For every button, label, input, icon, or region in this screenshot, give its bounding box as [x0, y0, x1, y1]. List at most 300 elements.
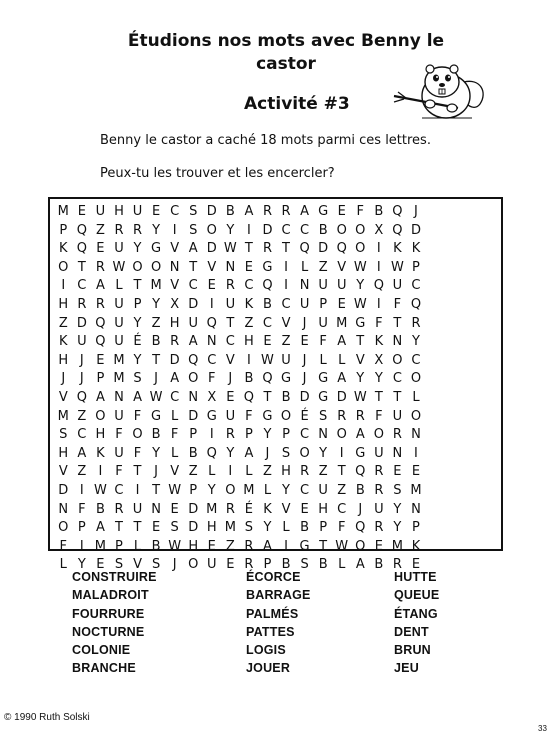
copyright-notice: © 1990 Ruth Solski: [4, 712, 90, 723]
grid-letter: C: [392, 371, 402, 387]
grid-letter: D: [318, 241, 329, 257]
grid-letter: I: [246, 222, 251, 238]
grid-letter: Z: [225, 538, 235, 554]
grid-letter: C: [77, 278, 87, 294]
grid-letter: J: [414, 204, 418, 219]
grid-letter: S: [151, 557, 161, 573]
grid-letter: C: [170, 389, 180, 405]
grid-letter: R: [392, 427, 402, 443]
grid-letter: A: [244, 204, 254, 219]
grid-letter: U: [299, 296, 310, 312]
word-item: LOGIS: [246, 643, 286, 658]
grid-letter: O: [410, 408, 422, 424]
grid-letter: U: [392, 408, 403, 424]
grid-letter: N: [169, 259, 180, 275]
grid-letter: T: [114, 520, 123, 536]
grid-letter: B: [95, 501, 105, 517]
grid-letter: N: [151, 501, 161, 517]
grid-row: [54, 259, 425, 278]
grid-letter: E: [96, 241, 105, 257]
grid-letter: H: [169, 315, 180, 331]
grid-letter: E: [300, 334, 309, 350]
grid-letter: C: [244, 278, 254, 294]
grid-letter: P: [189, 482, 198, 498]
grid-letter: R: [374, 482, 384, 498]
grid-letter: P: [189, 427, 198, 443]
word-item: BARRAGE: [246, 588, 311, 603]
grid-letter: A: [133, 389, 142, 405]
grid-letter: H: [206, 520, 217, 536]
grid-letter: Z: [244, 315, 254, 331]
grid-letter: O: [373, 427, 384, 443]
grid-letter: Y: [152, 222, 161, 238]
grid-letter: O: [58, 520, 69, 536]
grid-letter: U: [207, 557, 217, 573]
grid-letter: M: [57, 408, 69, 424]
grid-letter: B: [281, 557, 291, 573]
grid-letter: Q: [410, 296, 422, 312]
grid-letter: E: [226, 557, 235, 573]
grid-letter: J: [302, 352, 307, 368]
grid-letter: C: [262, 315, 272, 331]
grid-letter: L: [59, 557, 67, 573]
grid-letter: Q: [76, 222, 87, 238]
grid-letter: P: [59, 222, 68, 238]
grid-letter: Q: [336, 241, 347, 257]
grid-row: [54, 389, 425, 408]
grid-letter: Z: [337, 482, 347, 498]
grid-row: [54, 519, 425, 538]
grid-letter: K: [263, 501, 272, 517]
grid-letter: N: [318, 427, 329, 443]
grid-letter: É: [244, 501, 254, 517]
grid-letter: O: [355, 538, 366, 554]
grid-letter: R: [262, 204, 272, 219]
instruction-hidden-words: Benny le castor a caché 18 mots parmi ces lettres.: [100, 133, 431, 148]
grid-letter: G: [280, 371, 292, 387]
word-item: FOURRURE: [72, 606, 145, 621]
grid-letter: O: [336, 222, 347, 238]
grid-letter: É: [300, 408, 309, 424]
grid-letter: R: [225, 427, 235, 443]
grid-letter: E: [226, 389, 235, 405]
beaver-illustration: [392, 52, 488, 128]
grid-letter: K: [411, 241, 421, 257]
grid-letter: T: [319, 538, 328, 554]
grid-letter: N: [114, 389, 124, 405]
word-column-2: [246, 568, 394, 678]
grid-letter: Y: [356, 278, 365, 294]
grid-row: [54, 445, 425, 464]
grid-letter: Y: [263, 520, 272, 536]
grid-letter: J: [154, 371, 159, 387]
grid-letter: Y: [393, 520, 402, 536]
grid-letter: Y: [282, 482, 290, 498]
grid-letter: V: [170, 464, 180, 480]
grid-letter: D: [76, 315, 87, 331]
word-item: BRANCHE: [72, 661, 136, 676]
grid-letter: D: [188, 408, 199, 424]
grid-letter: F: [356, 204, 365, 219]
grid-letter: K: [96, 445, 105, 461]
grid-letter: L: [319, 352, 327, 368]
grid-letter: O: [188, 371, 199, 387]
grid-letter: I: [79, 482, 84, 498]
grid-letter: Q: [206, 445, 217, 461]
grid-letter: C: [207, 352, 217, 368]
word-column-1: [72, 568, 246, 678]
grid-letter: M: [336, 315, 348, 331]
grid-letter: A: [244, 445, 254, 461]
grid-letter: Q: [392, 222, 403, 238]
grid-letter: P: [319, 520, 328, 536]
grid-letter: U: [318, 315, 328, 331]
grid-letter: Z: [151, 315, 161, 331]
grid-letter: B: [263, 296, 272, 312]
grid-letter: I: [135, 482, 140, 498]
grid-letter: I: [61, 278, 66, 294]
grid-letter: R: [95, 259, 105, 275]
grid-letter: D: [58, 482, 69, 498]
grid-letter: O: [132, 259, 143, 275]
grid-letter: C: [300, 482, 310, 498]
grid-letter: R: [262, 241, 272, 257]
grid-letter: W: [112, 259, 126, 275]
word-item: MALADROIT: [72, 588, 149, 603]
grid-letter: Y: [263, 427, 272, 443]
grid-letter: U: [392, 278, 403, 294]
grid-letter: Y: [374, 371, 383, 387]
grid-letter: C: [188, 278, 198, 294]
grid-letter: X: [207, 389, 217, 405]
grid-letter: O: [410, 371, 422, 387]
grid-letter: B: [151, 334, 161, 350]
grid-letter: C: [225, 334, 235, 350]
grid-letter: Q: [188, 352, 199, 368]
grid-letter: C: [77, 427, 87, 443]
grid-letter: O: [188, 557, 199, 573]
instruction-find-and-circle: Peux-tu les trouver et les encercler?: [100, 166, 335, 181]
grid-letter: E: [207, 278, 216, 294]
grid-letter: V: [207, 259, 217, 275]
grid-letter: U: [374, 501, 384, 517]
grid-letter: V: [281, 315, 291, 331]
grid-letter: U: [336, 278, 347, 294]
grid-letter: O: [150, 259, 162, 275]
grid-letter: Q: [95, 334, 106, 350]
grid-letter: G: [318, 389, 329, 405]
grid-letter: S: [281, 445, 291, 461]
grid-letter: O: [95, 408, 106, 424]
grid-letter: U: [281, 352, 291, 368]
grid-letter: J: [265, 445, 270, 461]
grid-letter: E: [96, 352, 105, 368]
grid-letter: C: [337, 501, 347, 517]
grid-letter: X: [374, 352, 384, 368]
grid-letter: U: [114, 334, 124, 350]
grid-letter: T: [77, 259, 86, 275]
grid-letter: K: [393, 241, 402, 257]
grid-letter: I: [172, 222, 177, 238]
word-item: PATTES: [246, 624, 295, 639]
grid-letter: E: [96, 557, 105, 573]
letter-grid: [54, 203, 425, 575]
grid-letter: A: [337, 334, 347, 350]
grid-letter: A: [77, 445, 87, 461]
grid-letter: R: [374, 464, 384, 480]
grid-letter: R: [244, 557, 254, 573]
grid-row: [54, 538, 425, 557]
grid-letter: O: [392, 352, 403, 368]
activity-label: Activité #3: [244, 94, 350, 114]
grid-letter: O: [355, 241, 366, 257]
grid-letter: C: [170, 204, 180, 219]
grid-letter: E: [300, 501, 309, 517]
grid-letter: B: [244, 371, 254, 387]
grid-letter: M: [57, 204, 69, 219]
grid-letter: R: [281, 204, 291, 219]
grid-letter: C: [281, 296, 291, 312]
grid-letter: G: [299, 538, 310, 554]
grid-letter: T: [374, 389, 383, 405]
grid-letter: N: [299, 278, 310, 294]
grid-letter: S: [319, 408, 328, 424]
grid-letter: S: [189, 204, 198, 219]
grid-letter: P: [412, 259, 420, 275]
grid-letter: L: [338, 557, 346, 573]
grid-letter: W: [353, 259, 367, 275]
grid-letter: M: [150, 278, 162, 294]
grid-letter: O: [58, 259, 69, 275]
grid-letter: L: [208, 464, 216, 480]
grid-letter: B: [374, 557, 384, 573]
grid-letter: C: [114, 482, 124, 498]
grid-letter: K: [244, 296, 254, 312]
grid-letter: I: [376, 259, 381, 275]
grid-letter: B: [374, 204, 384, 219]
grid-letter: U: [132, 501, 143, 517]
word-search-grid: [48, 197, 503, 573]
grid-letter: S: [133, 371, 142, 387]
word-list: [72, 568, 512, 678]
grid-letter: D: [336, 389, 347, 405]
grid-letter: F: [208, 371, 216, 387]
grid-letter: M: [243, 482, 255, 498]
page-number: 33: [538, 724, 547, 733]
grid-letter: R: [392, 557, 402, 573]
grid-letter: S: [114, 557, 124, 573]
grid-row: [54, 352, 425, 371]
grid-letter: T: [133, 464, 142, 480]
grid-letter: V: [58, 389, 68, 405]
grid-letter: Q: [355, 464, 366, 480]
grid-letter: C: [411, 278, 421, 294]
grid-row: [54, 408, 425, 427]
grid-letter: E: [337, 296, 346, 312]
grid-letter: I: [284, 259, 288, 275]
grid-letter: V: [170, 241, 180, 257]
grid-letter: B: [151, 427, 161, 443]
grid-letter: M: [113, 352, 125, 368]
grid-letter: U: [114, 408, 124, 424]
grid-letter: G: [262, 259, 273, 275]
grid-letter: T: [189, 259, 198, 275]
grid-letter: M: [113, 371, 125, 387]
grid-letter: J: [172, 557, 177, 573]
grid-letter: N: [392, 445, 403, 461]
grid-letter: O: [132, 427, 143, 443]
grid-letter: L: [282, 520, 290, 536]
grid-letter: R: [337, 408, 347, 424]
grid-letter: U: [225, 296, 236, 312]
grid-letter: M: [94, 538, 107, 554]
grid-letter: L: [263, 482, 272, 498]
grid-letter: T: [133, 278, 142, 294]
grid-letter: E: [77, 204, 86, 219]
word-item: CONSTRUIRE: [72, 570, 157, 584]
grid-letter: Y: [393, 501, 402, 517]
grid-letter: U: [318, 482, 328, 498]
grid-letter: F: [393, 296, 402, 312]
word-item: BRUN: [394, 643, 431, 658]
word-item: QUEUE: [394, 588, 440, 603]
word-item: PALMÉS: [246, 606, 299, 621]
grid-letter: Q: [373, 278, 384, 294]
grid-letter: A: [300, 204, 310, 219]
grid-letter: Q: [392, 204, 403, 219]
grid-letter: R: [225, 501, 235, 517]
grid-letter: W: [223, 241, 237, 257]
grid-letter: L: [115, 278, 123, 294]
grid-letter: A: [355, 427, 365, 443]
grid-letter: Y: [152, 296, 161, 312]
grid-letter: W: [93, 482, 107, 498]
grid-letter: M: [410, 482, 422, 498]
grid-letter: Y: [77, 557, 86, 573]
grid-letter: A: [337, 371, 347, 387]
grid-letter: H: [58, 296, 69, 312]
grid-letter: Y: [133, 352, 142, 368]
grid-letter: G: [318, 371, 329, 387]
grid-letter: P: [133, 296, 142, 312]
grid-letter: Z: [318, 464, 328, 480]
grid-letter: T: [244, 241, 253, 257]
grid-letter: R: [244, 538, 254, 554]
grid-letter: R: [300, 464, 310, 480]
grid-letter: J: [61, 371, 66, 387]
grid-letter: Y: [207, 482, 216, 498]
grid-letter: T: [226, 315, 235, 331]
grid-row: [54, 370, 425, 389]
grid-row: [54, 240, 425, 259]
grid-letter: N: [411, 427, 421, 443]
grid-letter: P: [115, 538, 123, 554]
grid-letter: J: [79, 352, 84, 368]
grid-letter: Y: [226, 222, 235, 238]
word-item: JEU: [394, 661, 419, 676]
grid-letter: H: [188, 538, 199, 554]
grid-letter: I: [284, 538, 288, 554]
grid-letter: O: [225, 482, 236, 498]
grid-letter: R: [114, 222, 124, 238]
grid-letter: M: [206, 501, 218, 517]
grid-letter: Y: [319, 445, 328, 461]
grid-letter: J: [79, 371, 84, 387]
grid-letter: D: [169, 352, 180, 368]
grid-letter: L: [171, 408, 179, 424]
grid-letter: S: [300, 557, 309, 573]
grid-letter: V: [225, 352, 235, 368]
grid-letter: D: [206, 241, 217, 257]
grid-letter: B: [355, 482, 365, 498]
grid-letter: E: [151, 520, 161, 536]
grid-letter: S: [170, 520, 179, 536]
grid-letter: I: [376, 296, 381, 312]
grid-letter: S: [244, 520, 254, 536]
grid-letter: L: [300, 259, 309, 275]
grid-letter: U: [374, 445, 384, 461]
grid-letter: N: [206, 334, 217, 350]
grid-letter: I: [98, 464, 103, 480]
grid-letter: D: [299, 389, 310, 405]
word-item: HUTTE: [394, 570, 437, 584]
grid-letter: P: [282, 427, 290, 443]
grid-letter: G: [262, 408, 273, 424]
grid-letter: T: [337, 464, 346, 480]
grid-row: [54, 203, 425, 222]
grid-letter: Q: [262, 371, 273, 387]
grid-letter: W: [335, 538, 349, 554]
grid-row: [54, 463, 425, 482]
grid-letter: G: [355, 315, 366, 331]
grid-letter: R: [374, 520, 384, 536]
grid-letter: Q: [299, 241, 310, 257]
grid-letter: F: [375, 408, 383, 424]
grid-letter: F: [59, 538, 68, 554]
grid-letter: X: [374, 222, 384, 238]
grid-letter: U: [225, 408, 236, 424]
grid-letter: O: [336, 427, 347, 443]
grid-letter: I: [414, 445, 418, 461]
grid-letter: L: [338, 352, 346, 368]
grid-letter: R: [133, 222, 143, 238]
grid-letter: U: [114, 445, 124, 461]
grid-letter: Y: [152, 445, 161, 461]
grid-letter: E: [393, 464, 402, 480]
grid-letter: V: [170, 278, 180, 294]
grid-letter: D: [188, 501, 199, 517]
grid-letter: Y: [133, 241, 142, 257]
word-item: ÉCORCE: [246, 570, 301, 584]
grid-letter: U: [132, 204, 143, 219]
grid-letter: U: [95, 204, 106, 219]
grid-letter: E: [337, 204, 346, 219]
grid-letter: V: [133, 557, 142, 573]
grid-letter: F: [115, 427, 123, 443]
grid-row: [54, 333, 425, 352]
grid-letter: E: [263, 334, 272, 350]
grid-letter: Q: [243, 389, 255, 405]
grid-letter: W: [353, 296, 367, 312]
grid-letter: U: [114, 296, 124, 312]
grid-letter: M: [224, 520, 236, 536]
grid-letter: I: [339, 445, 344, 461]
grid-row: [54, 222, 425, 241]
grid-letter: A: [95, 520, 105, 536]
grid-letter: I: [209, 296, 214, 312]
grid-letter: Z: [95, 222, 105, 238]
grid-letter: D: [410, 222, 421, 238]
